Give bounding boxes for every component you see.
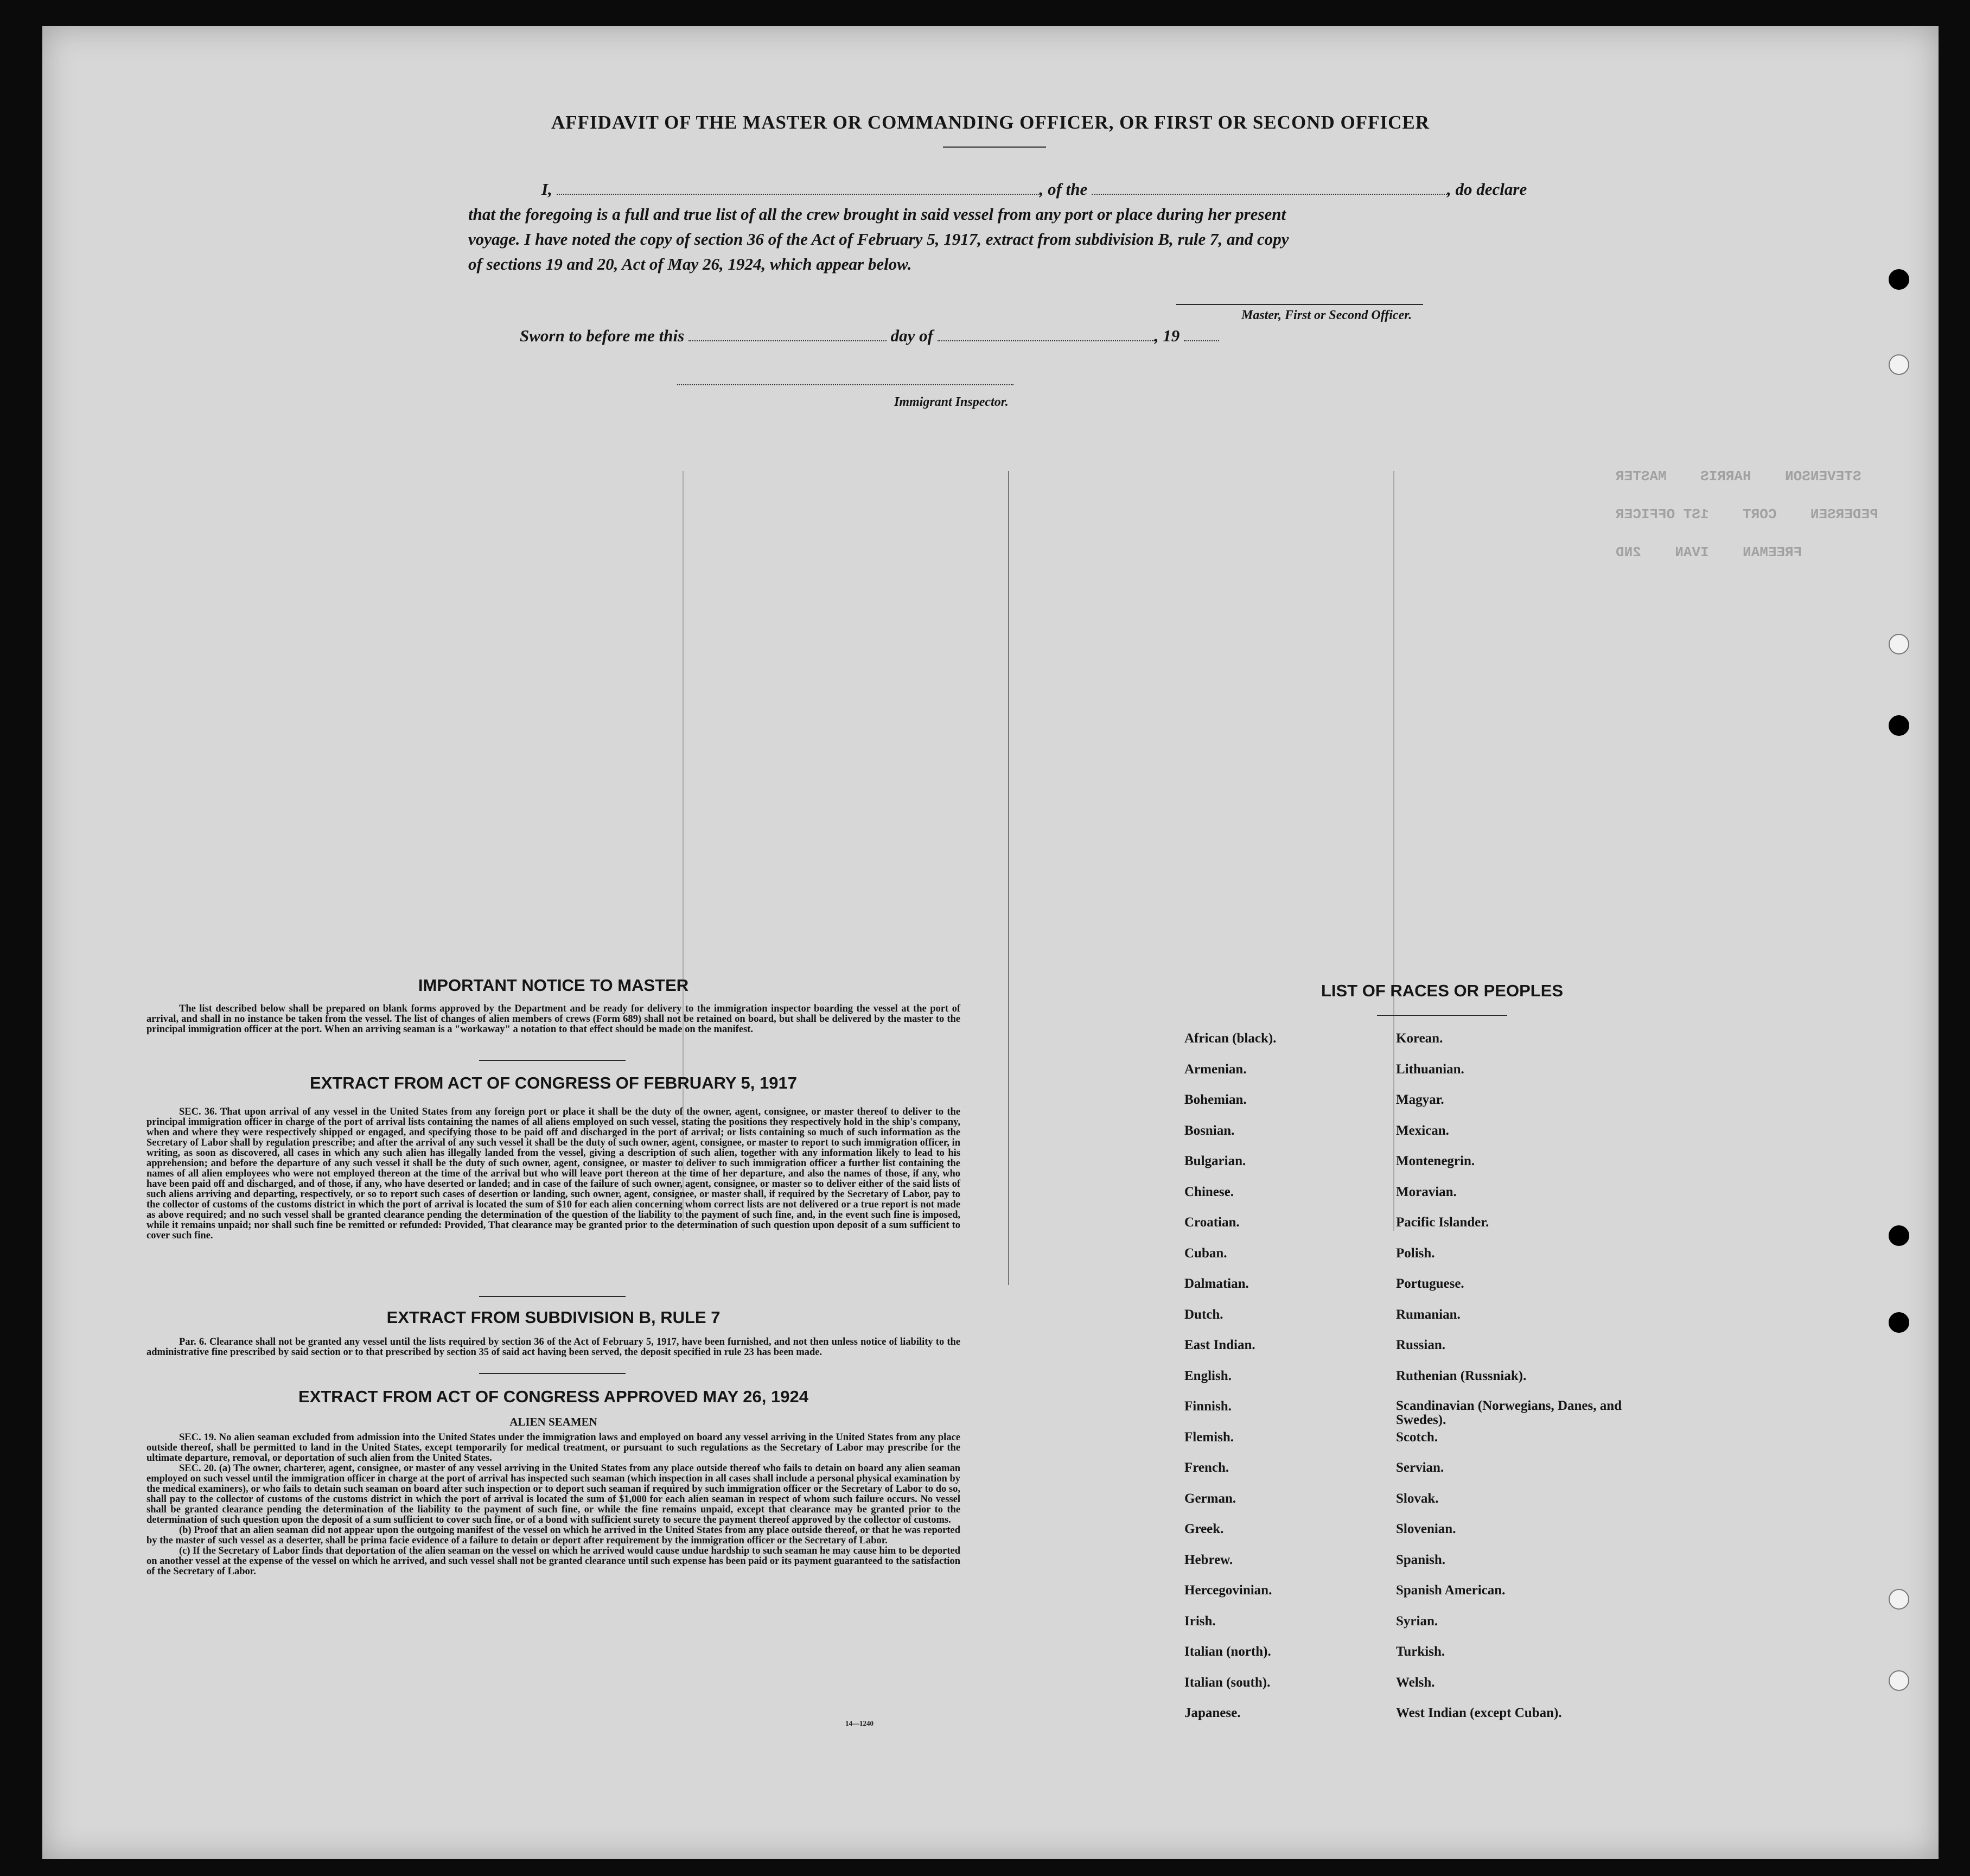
declaration-suffix: , do declare [1447, 180, 1527, 199]
binder-hole-icon [1889, 715, 1909, 736]
sworn-month-field[interactable] [938, 328, 1155, 341]
race-item: Bohemian. [1184, 1092, 1247, 1107]
bleed-through-text: PEDERSEN CORT 1ST OFFICER [1616, 506, 1878, 523]
race-item: Welsh. [1396, 1675, 1435, 1690]
race-item: Irish. [1184, 1613, 1216, 1629]
race-item: Pacific Islander. [1396, 1215, 1489, 1230]
declaration-prefix: I, [541, 180, 552, 199]
extract-1917-text: SEC. 36. That upon arrival of any vessel in the United States from any foreign port or place it shall be the duty of the owner, agent, consignee, or master thereof to deliver to the principal immigration officer in charge of the port of arrival lists containing the names of all aliens employed on such vessel, stating the positions they respectively hold in the ship's company, when and where they were respectively shipped or engaged, and specifying those to be paid off and discharged in the port of arrival; or lists containing so much of such information as the Secretary of Labor shall by regulation prescribe; and after the arrival of any such vessel it shall be the duty of such owner, agent, consignee, or master to report to such immigration officer, in writing, as soon as discovered, all cases in which any such alien has illegally landed from the vessel, giving a description of such alien, together with any information likely to lead to his apprehension; and before the departure of any such vessel it shall be the duty of such owner, agent, consignee, or master to deliver to such immigration officer a further list containing the names of all alien employees who were not employed thereon at the time of the arrival but who will leave port thereon at the time of her departure, and also the names of those, if any, who have been paid off and discharged, and of those, if any, who have deserted or landed; and in case of the failure of such owner, agent, consignee, or master so to deliver either of the said lists of such aliens arriving and departing, respectively, or so to report such cases of desertion or landing, such owner, agent, consignee, or master shall, if required by the Secretary of Labor, pay to the collector of customs of the customs district in which the port of arrival is located the sum of $10 for each alien concerning whom correct lists are not delivered or a true report is not made as above required; and no such vessel shall be granted clearance pending the determination of the question of the liability to the payment of such fine, and, in the event such fine is imposed, while it remains unpaid; nor shall such fine be remitted or refunded: Provided, That clearance may be granted prior to the determination of such question upon deposit of a sum sufficient to cover such fine. [146, 1106, 960, 1241]
race-item: Spanish. [1396, 1552, 1446, 1567]
bleed-through-text: FREEMAN IVAN 2ND [1616, 544, 1802, 561]
sworn-day-field[interactable] [688, 328, 887, 341]
race-item: Rumanian. [1396, 1307, 1461, 1322]
race-item: African (black). [1184, 1031, 1277, 1046]
race-item: Slovak. [1396, 1491, 1439, 1506]
race-item: Finnish. [1184, 1399, 1232, 1414]
inspector-signature-line[interactable] [677, 384, 1013, 385]
extract-1917-title: EXTRACT FROM ACT OF CONGRESS OF FEBRUARY 5, 1917 [310, 1073, 797, 1092]
divider [479, 1060, 626, 1061]
sworn-year-label: , 19 [1154, 326, 1180, 345]
race-item: English. [1184, 1368, 1232, 1383]
race-item: Turkish. [1396, 1644, 1445, 1659]
race-item: Hebrew. [1184, 1552, 1233, 1567]
sworn-line [520, 323, 1334, 348]
race-item: Korean. [1396, 1031, 1443, 1046]
master-name-field[interactable] [557, 182, 1040, 195]
sworn-day-label: day of [890, 326, 933, 345]
binder-hole-icon [1889, 634, 1909, 654]
declaration-line-3: voyage. I have noted the copy of section 36 of the Act of February 5, 1917, extract from subdivision B, rule 7, and copy [468, 230, 1289, 249]
race-item: Montenegrin. [1396, 1154, 1475, 1168]
race-item: Syrian. [1396, 1613, 1438, 1629]
race-item: Lithuanian. [1396, 1061, 1464, 1077]
race-item: West Indian (except Cuban). [1396, 1706, 1562, 1720]
rule7-text: Par. 6. Clearance shall not be granted any vessel until the lists required by section 36 of the Act of February 5, 1917, have been furnished, and not then unless notice of liability to the administrative fine prescribed by said section or to that prescribed by section 35 of said act having been served, the deposit specified in rule 23 has been made. [146, 1337, 960, 1358]
section-19-text: SEC. 19. No alien seaman excluded from admission into the United States under the immigration laws and employed on board any vessel arriving in the United States from any place outside thereof, shall be permitted to land in the United States, except temporarily for medical treatment, or pursuant to such regulations as the Secretary of Labor may prescribe for the ultimate departure, removal, or deportation of such alien from the United States. [146, 1432, 960, 1464]
extract-1924-title: EXTRACT FROM ACT OF CONGRESS APPROVED MAY 26, 1924 [298, 1387, 808, 1406]
race-item: Portuguese. [1396, 1276, 1464, 1291]
race-item: Spanish American. [1396, 1583, 1506, 1598]
binder-hole-icon [1889, 1589, 1909, 1610]
master-signature-caption: Master, First or Second Officer. [1241, 308, 1412, 322]
inspector-caption: Immigrant Inspector. [894, 395, 1009, 409]
document-page [42, 26, 1939, 1859]
divider [479, 1373, 626, 1374]
race-item: Scotch. [1396, 1429, 1438, 1445]
binder-hole-icon [1889, 1670, 1909, 1691]
race-item: German. [1184, 1491, 1236, 1506]
bleed-through-text: STEVENSON HARRIS MASTER [1616, 468, 1861, 485]
race-item: Italian (north). [1184, 1644, 1271, 1659]
races-right-column [1396, 1031, 1635, 1737]
extract-1924-subtitle: ALIEN SEAMEN [509, 1415, 597, 1428]
race-item: Bulgarian. [1184, 1154, 1246, 1168]
divider [943, 147, 1046, 148]
declaration-line-4: of sections 19 and 20, Act of May 26, 1924, which appear below. [468, 255, 912, 274]
race-item: Bosnian. [1184, 1123, 1235, 1138]
vessel-name-field[interactable] [1092, 182, 1447, 195]
race-item: Servian. [1396, 1460, 1444, 1475]
race-item: Mexican. [1396, 1123, 1449, 1138]
divider [479, 1296, 626, 1297]
binder-hole-icon [1889, 1312, 1909, 1333]
race-item: Scandinavian (Norwegians, Danes, and Swedes). [1396, 1398, 1622, 1427]
race-item: Slovenian. [1396, 1522, 1456, 1536]
race-item: Flemish. [1184, 1429, 1234, 1445]
affidavit-title: AFFIDAVIT OF THE MASTER OR COMMANDING OFFICER, OR FIRST OR SECOND OFFICER [551, 112, 1430, 133]
race-item: Croatian. [1184, 1215, 1240, 1230]
divider [1377, 1015, 1507, 1016]
race-item: Dalmatian. [1184, 1276, 1249, 1291]
section-20a-text: SEC. 20. (a) The owner, charterer, agent, consignee, or master of any vessel arriving in the United States from any place outside thereof who fails to detain on board any alien seaman employed on such vessel until the immigration officer in charge at the port of arrival has inspected such seaman (which inspection in all cases shall include a personal physical examination by the medical examiners), or who fails to detain such seaman on board after such inspection or to deport such seaman if required by such immigration officer or the Secretary of Labor to do so, shall pay to the collector of customs of the customs district in which the port of arrival is located the sum of $1,000 for each alien seaman in respect of whom such failure occurs. No vessel shall be granted clearance pending the determination of the liability to the payment of such fine, or while the fine remains unpaid, except that clearance may be granted prior to the determination of such question upon the deposit of a sum sufficient to cover such fine, or of a bond with sufficient surety to secure the payment thereof approved by the collector of customs. [146, 1463, 960, 1525]
bleed-through-line [1008, 471, 1009, 1285]
race-item: Dutch. [1184, 1307, 1223, 1322]
declaration-mid: , of the [1039, 180, 1088, 199]
notice-title: IMPORTANT NOTICE TO MASTER [418, 976, 689, 995]
race-item: Magyar. [1396, 1092, 1444, 1107]
binder-hole-icon [1889, 354, 1909, 375]
race-item: Greek. [1184, 1522, 1224, 1536]
races-left-column [1184, 1031, 1412, 1737]
binder-hole-icon [1889, 269, 1909, 290]
notice-text: The list described below shall be prepared on blank forms approved by the Department and be ready for delivery to the immigration inspector boarding the vessel at the port of arrival, and shall in no instance be taken from the vessel. The list of changes of alien members of crews (Form 689) shall not be retained on board, but shall be delivered by the master to the principal immigration officer at the port. When an arriving seaman is a "workaway" a notation to that effect should be made on the manifest. [146, 1003, 960, 1035]
section-20b-text: (b) Proof that an alien seaman did not appear upon the outgoing manifest of the vessel on which he arrived in the United States from any place outside thereof, or that he was reported by the master of such vessel as a deserter, shall be prima facie evidence of a failure to detain or deport after requirement by the immigration officer or the Secretary of Labor. [146, 1525, 960, 1546]
race-item: Italian (south). [1184, 1675, 1271, 1690]
affidavit-declaration [468, 177, 1580, 277]
sworn-prefix: Sworn to before me this [520, 326, 685, 345]
race-item: Chinese. [1184, 1184, 1234, 1199]
binder-hole-icon [1889, 1225, 1909, 1246]
form-number: 14—1240 [845, 1719, 874, 1727]
race-item: Cuban. [1184, 1245, 1227, 1261]
declaration-line-1 [468, 177, 1580, 202]
declaration-line-2: that the foregoing is a full and true list of all the crew brought in said vessel from any port or place during her present [468, 205, 1286, 224]
extract-1924-sections [146, 1433, 960, 1577]
rule7-title: EXTRACT FROM SUBDIVISION B, RULE 7 [386, 1308, 721, 1327]
section-20c-text: (c) If the Secretary of Labor finds that deportation of the alien seaman on the vessel on which he arrived would cause undue hardship to such seaman he may cause him to be deported on another vessel at the expense of the vessel on which he arrived, and such vessel shall not be granted clearance until such expense has been paid or its payment guaranteed to the satisfaction of the Secretary of Labor. [146, 1546, 960, 1577]
races-title: LIST OF RACES OR PEOPLES [1321, 981, 1564, 1000]
race-item: Ruthenian (Russniak). [1396, 1368, 1527, 1383]
race-item: East Indian. [1184, 1338, 1255, 1352]
race-item: French. [1184, 1460, 1229, 1475]
race-item: Moravian. [1396, 1184, 1457, 1199]
race-item: Hercegovinian. [1184, 1583, 1272, 1598]
sworn-year-field[interactable] [1184, 328, 1219, 341]
race-item: Polish. [1396, 1245, 1435, 1261]
race-item: Armenian. [1184, 1061, 1247, 1077]
race-item: Japanese. [1184, 1706, 1241, 1720]
race-item: Russian. [1396, 1338, 1446, 1352]
master-signature-line[interactable] [1176, 304, 1423, 305]
